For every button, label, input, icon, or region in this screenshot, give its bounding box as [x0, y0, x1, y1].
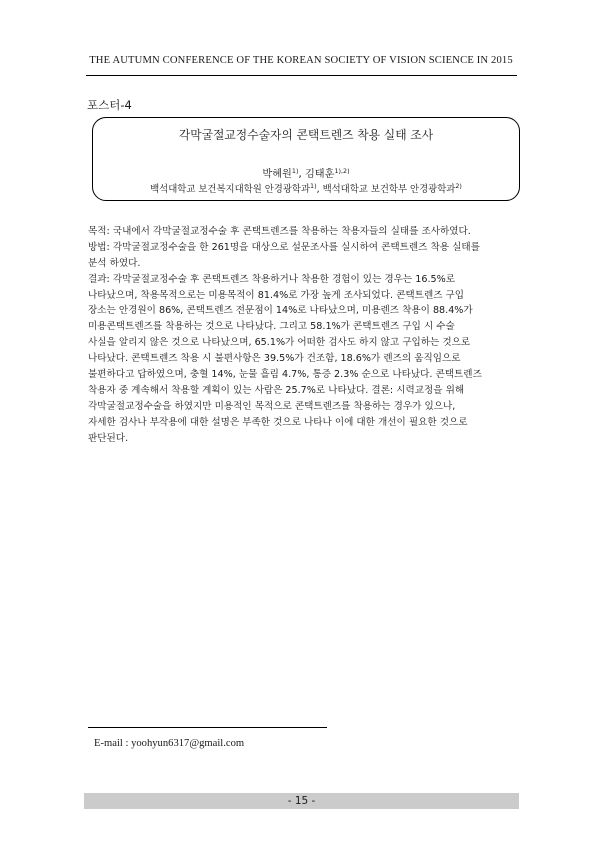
abstract-line: 각막굴절교정수술을 하였지만 미용적인 목적으로 콘택트렌즈를 착용하는 경우가 있으나,	[88, 400, 456, 412]
abstract-line: 나타났다. 콘택트렌즈 착용 시 불편사항은 39.5%가 건조함, 18.6%가 렌즈의 움직임으로	[88, 353, 461, 365]
abstract-line: 판단된다.	[88, 432, 129, 444]
email-footnote: E-mail : yoohyun6317@gmail.com	[94, 738, 245, 749]
abstract-line: 미용콘택트렌즈를 착용하는 것으로 나타났다. 그리고 58.1%가 콘택트렌즈 구입 시 수술	[88, 321, 455, 333]
footnote-rule	[88, 727, 327, 728]
affiliation-mark: 1)	[310, 182, 317, 190]
affiliation-text: 백석대학교 보건복지대학원 안경광학과	[150, 184, 311, 195]
affiliation-text: 백석대학교 보건학부 안경광학과	[322, 184, 456, 195]
author-separator: ,	[298, 169, 305, 180]
abstract-line: 장소는 안경원이 86%, 콘택트렌즈 전문점이 14%로 나타났으며, 미용렌즈 착용이 88.4%가	[88, 305, 473, 317]
abstract-line: 분석 하였다.	[88, 257, 141, 269]
abstract-line: 사실을 알리지 않은 것으로 나타났으며, 65.1%가 어떠한 검사도 하지 않고 구입하는 것으로	[88, 337, 471, 349]
poster-label: 포스터-4	[87, 98, 132, 112]
abstract-line: 자세한 검사나 부작용에 대한 설명은 부족한 것으로 나타나 이에 대한 개선이 필요한 것으로	[88, 416, 468, 428]
abstract-body	[88, 224, 520, 446]
author-name: 박혜원	[262, 169, 292, 180]
author-affiliation-mark: 1),2)	[334, 167, 350, 175]
abstract-line: 착용자 중 계속해서 착용할 계획이 있는 사람은 25.7%로 나타났다. 결론: 시력교정을 위해	[88, 384, 465, 396]
authors-line	[92, 165, 520, 180]
page-number-bar	[84, 793, 519, 809]
header-rule	[86, 75, 517, 76]
affiliations-line	[92, 181, 520, 195]
abstract-line: 결과: 각막굴절교정수술 후 콘택트렌즈 착용하거나 착용한 경험이 있는 경우는 16.5%로	[88, 273, 455, 285]
page-number: - 15 -	[287, 795, 316, 807]
paper-title: 각막굴절교정수술자의 콘택트렌즈 착용 실태 조사	[178, 128, 434, 142]
author-affiliation-mark: 1)	[291, 167, 299, 175]
abstract-line: 방법: 각막굴절교정수술을 한 261명을 대상으로 설문조사를 실시하여 콘택트렌즈 착용 실태를	[88, 241, 480, 253]
author-name: 김태훈	[304, 169, 335, 180]
affiliation-mark: 2)	[455, 182, 462, 190]
abstract-line: 목적: 국내에서 각막굴절교정수술 후 콘택트렌즈를 착용하는 착용자들의 실태를 조사하였다.	[88, 226, 471, 237]
abstract-line: 나타났으며, 착용목적으로는 미용목적이 81.4%로 가장 높게 조사되었다. 콘택트렌즈 구입	[88, 289, 465, 301]
affiliation-separator: ,	[316, 184, 323, 195]
abstract-line: 불편하다고 답하였으며, 충혈 14%, 눈물 흘림 4.7%, 통증 2.3% 순으로 나타났다. 콘택트렌즈	[88, 369, 482, 381]
conference-header: THE AUTUMN CONFERENCE OF THE KOREAN SOCIETY OF VISION SCIENCE IN 2015	[89, 55, 513, 66]
